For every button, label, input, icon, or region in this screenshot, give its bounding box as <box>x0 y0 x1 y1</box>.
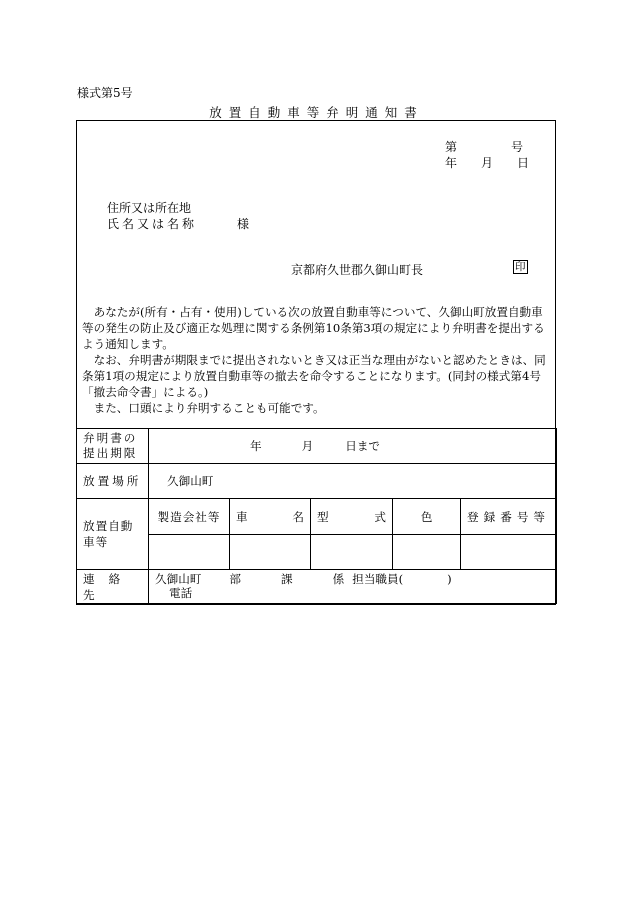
location-row <box>77 464 557 499</box>
contact-town: 久御山町 <box>155 572 202 586</box>
col-registration: 登録番号等 <box>461 499 557 535</box>
contact-value <box>149 570 557 604</box>
deadline-value <box>149 429 557 464</box>
col-model-suffix: 式 <box>374 509 386 524</box>
col-model <box>311 499 393 535</box>
document-title: 放置自動車等弁明通知書 <box>209 105 424 120</box>
notice-body <box>82 304 552 416</box>
body-paragraph-2: なお、弁明書が期限までに提出されないとき又は正当な理由がないと認めたときは、同条第1項の規定により放置自動車等の撤去を命令することになります。(同封の様式第4号「撤去命令書」による。) <box>82 353 546 399</box>
deadline-day: 日まで <box>345 439 381 453</box>
col-maker: 製造会社等 <box>149 499 230 535</box>
vehicle-label: 放置自動車等 <box>77 499 149 570</box>
vehicle-header-row <box>77 499 557 535</box>
form-frame <box>76 120 556 605</box>
notice-number-prefix: 第 <box>445 140 458 154</box>
recipient-name-label: 氏名又は名称 <box>107 217 198 231</box>
location-label: 放置場所 <box>77 464 149 499</box>
form-number: 様式第5号 <box>77 86 133 100</box>
notice-date-year: 年 <box>445 156 458 170</box>
registration-cell[interactable] <box>461 535 557 570</box>
body-paragraph-1: あなたが(所有・占有・使用)している次の放置自動車等について、久御山町放置自動車等の発生の防止及び適正な処理に関する条例第10条第3項の規定により弁明書を提出するよう通知します。 <box>82 305 545 351</box>
issuer-name: 京都府久世郡久御山町長 <box>291 263 424 277</box>
contact-unit: 係 <box>332 572 345 586</box>
col-color: 色 <box>393 499 461 535</box>
vehicle-data-row <box>77 535 557 570</box>
body-paragraph-3: また、口頭により弁明することも可能です。 <box>82 401 325 415</box>
recipient-honorific: 様 <box>237 217 250 231</box>
col-model-prefix: 型 <box>317 509 329 524</box>
model-cell[interactable] <box>311 535 393 570</box>
details-table <box>76 428 557 604</box>
notice-date <box>445 154 529 171</box>
contact-section: 課 <box>281 572 293 586</box>
car-name-cell[interactable] <box>230 535 311 570</box>
notice-date-month: 月 <box>481 156 494 170</box>
notice-date-day: 日 <box>517 156 530 170</box>
maker-cell[interactable] <box>149 535 230 570</box>
deadline-month: 月 <box>301 439 314 453</box>
contact-label: 連絡先 <box>77 570 149 604</box>
deadline-label: 弁明書の提出期限 <box>77 429 149 464</box>
contact-line-1 <box>155 572 550 586</box>
recipient-address-label: 住所又は所在地 <box>107 201 192 215</box>
seal-mark: 印 <box>515 261 526 273</box>
col-car-suffix: 名 <box>292 509 304 524</box>
col-car <box>230 499 311 535</box>
location-value: 久御山町 <box>149 464 557 499</box>
col-car-prefix: 車 <box>236 509 248 524</box>
contact-row <box>77 570 557 604</box>
contact-dept: 部 <box>229 572 241 586</box>
contact-phone: 電話 <box>169 586 193 600</box>
notice-number-suffix: 号 <box>511 140 524 154</box>
contact-staff-prefix: 担当職員( <box>352 572 404 586</box>
contact-staff-suffix: ) <box>447 572 452 586</box>
color-cell[interactable] <box>393 535 461 570</box>
deadline-year: 年 <box>250 439 262 453</box>
deadline-row <box>77 429 557 464</box>
notice-number <box>445 138 523 155</box>
